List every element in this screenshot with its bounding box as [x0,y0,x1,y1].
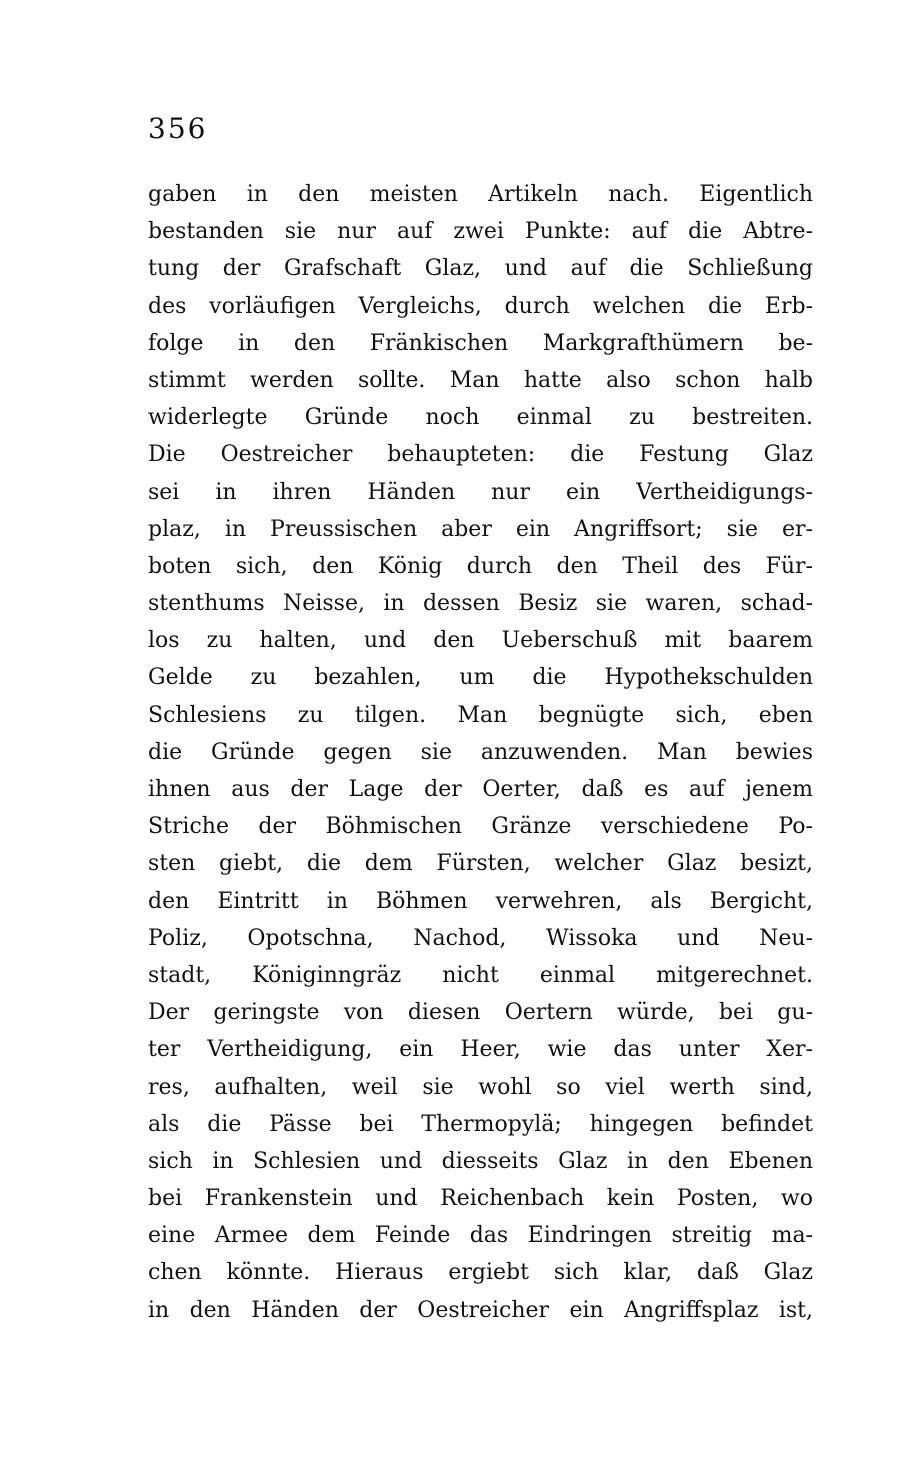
text-line: bei Frankenstein und Reichenbach kein Posten, wo [148,1186,813,1212]
body-text [148,176,813,1329]
text-line: stimmt werden sollte. Man hatte also schon halb [148,367,813,393]
text-line: sich in Schlesien und diesseits Glaz in den Ebenen [148,1148,813,1174]
text-line: bestanden sie nur auf zwei Punkte: auf die Abtre- [148,219,813,245]
text-line: stenthums Neisse, in dessen Besiz sie waren, schad- [148,591,813,617]
text-line: ter Vertheidigung, ein Heer, wie das unter Xer- [148,1037,813,1063]
page-number: 356 [148,112,208,145]
text-line: ihnen aus der Lage der Oerter, daß es auf jenem [148,777,813,802]
text-line: Striche der Böhmischen Gränze verschiedene Po- [148,814,813,840]
text-line: sei in ihren Händen nur ein Vertheidigungs- [148,479,813,505]
text-line: gaben in den meisten Artikeln nach. Eigentlich [148,182,813,207]
text-line: tung der Grafschaft Glaz, und auf die Schließung [148,256,813,282]
text-line: folge in den Fränkischen Markgrafthümern be- [148,330,813,356]
text-line: die Gründe gegen sie anzuwenden. Man bewies [148,739,813,765]
text-line: als die Pässe bei Thermopylä; hingegen befindet [148,1111,813,1137]
text-line: res, aufhalten, weil sie wohl so viel werth sind, [148,1074,813,1100]
text-line: Die Oestreicher behaupteten: die Festung Glaz [148,442,813,468]
text-line: widerlegte Gründe noch einmal zu bestreiten. [148,405,813,431]
text-line: plaz, in Preussischen aber ein Angriffsort; sie er- [148,516,813,542]
text-line: des vorläufigen Vergleichs, durch welchen die Erb- [148,293,813,319]
text-line: Gelde zu bezahlen, um die Hypothekschulden [148,665,813,691]
text-line: eine Armee dem Feinde das Eindringen streitig ma- [148,1223,813,1249]
text-line: stadt, Königinngräz nicht einmal mitgerechnet. [148,962,813,988]
text-line: den Eintritt in Böhmen verwehren, als Bergicht, [148,888,813,914]
text-line: Schlesiens zu tilgen. Man begnügte sich, eben [148,702,813,728]
text-line: sten giebt, die dem Fürsten, welcher Glaz besizt, [148,851,813,877]
text-line: in den Händen der Oestreicher ein Angriffsplaz ist, [148,1297,813,1323]
text-line: Poliz, Opotschna, Nachod, Wissoka und Neu- [148,925,813,951]
text-line: boten sich, den König durch den Theil des Für- [148,553,813,579]
text-line: chen könnte. Hieraus ergiebt sich klar, daß Glaz [148,1260,813,1286]
text-line: los zu halten, und den Ueberschuß mit baarem [148,628,813,654]
text-line: Der geringste von diesen Oertern würde, bei gu- [148,1000,813,1026]
